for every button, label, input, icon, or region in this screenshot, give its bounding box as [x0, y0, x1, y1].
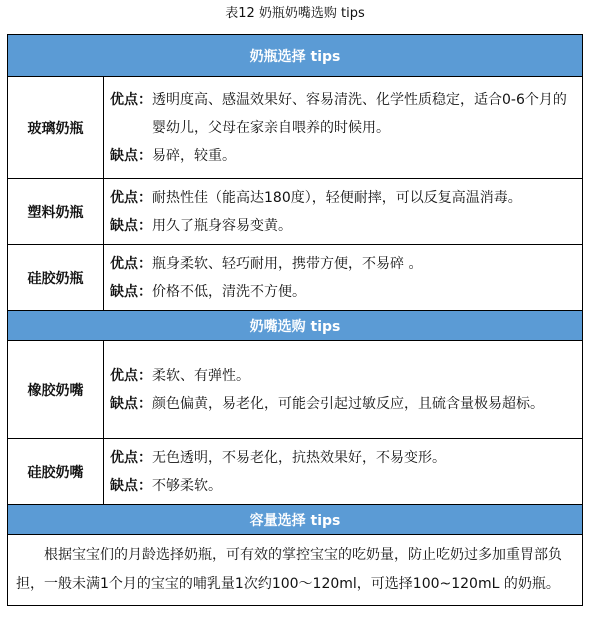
pros-line [110, 86, 576, 142]
table-row [8, 439, 583, 505]
pros-label: 优点： [110, 449, 152, 466]
table-row [8, 535, 583, 606]
item-detail [104, 179, 583, 245]
item-detail [104, 439, 583, 505]
cons-text: 价格不低，清洗不方便。 [152, 283, 306, 300]
section-header-bottle [8, 35, 583, 77]
item-name: 橡胶奶嘴 [8, 341, 104, 439]
table-row [8, 245, 583, 311]
cons-line [110, 212, 576, 240]
item-name: 硅胶奶瓶 [8, 245, 104, 311]
item-detail [104, 77, 583, 179]
item-detail [104, 341, 583, 439]
pros-text: 耐热性佳（能高达180度），轻便耐摔，可以反复高温消毒。 [152, 189, 522, 206]
cons-text: 不够柔软。 [152, 477, 222, 494]
cons-label: 缺点： [110, 395, 152, 412]
table-row [8, 341, 583, 439]
item-detail [104, 245, 583, 311]
cons-text: 颜色偏黄，易老化，可能会引起过敏反应，且硫含量极易超标。 [152, 395, 544, 412]
cons-label: 缺点： [110, 283, 152, 300]
cons-text: 用久了瓶身容易变黄。 [152, 217, 292, 234]
pros-label: 优点： [110, 255, 152, 272]
cons-label: 缺点： [110, 147, 152, 164]
tips-table [7, 34, 583, 606]
table-row [8, 77, 583, 179]
item-name: 塑料奶瓶 [8, 179, 104, 245]
pros-label: 优点： [110, 91, 152, 108]
pros-line [110, 444, 576, 472]
pros-text: 瓶身柔软、轻巧耐用，携带方便，不易碎 。 [152, 255, 423, 272]
section-header-nipple [8, 311, 583, 341]
capacity-text: 根据宝宝们的月龄选择奶瓶，可有效的掌控宝宝的吃奶量，防止吃奶过多加重胃部负担，一般未满1个月的宝宝的哺乳量1次约100～120ml，可选择100~120mL 的奶瓶。 [16, 547, 562, 592]
cons-label: 缺点： [110, 477, 152, 494]
table-caption: 表12 奶瓶奶嘴选购 tips [225, 6, 365, 21]
section-title: 奶嘴选购 tips [8, 311, 583, 341]
pros-line [110, 250, 576, 278]
cons-line [110, 472, 576, 500]
pros-text: 无色透明，不易老化，抗热效果好，不易变形。 [152, 449, 446, 466]
item-name: 玻璃奶瓶 [8, 77, 104, 179]
section-title: 奶瓶选择 tips [8, 35, 583, 77]
cons-line [110, 278, 576, 306]
cons-label: 缺点： [110, 217, 152, 234]
pros-line [110, 362, 576, 390]
pros-label: 优点： [110, 367, 152, 384]
item-name: 硅胶奶嘴 [8, 439, 104, 505]
pros-text: 柔软、有弹性。 [152, 367, 250, 384]
section-header-capacity [8, 505, 583, 535]
capacity-note [8, 535, 583, 606]
cons-text: 易碎，较重。 [152, 147, 236, 164]
cons-line [110, 390, 576, 418]
cons-line [110, 142, 576, 170]
pros-text: 透明度高、感温效果好、容易清洗、化学性质稳定，适合0-6个月的婴幼儿，父母在家亲自喂养的时候用。 [152, 91, 567, 136]
pros-label: 优点： [110, 189, 152, 206]
pros-line [110, 184, 576, 212]
section-title: 容量选择 tips [8, 505, 583, 535]
table-row [8, 179, 583, 245]
